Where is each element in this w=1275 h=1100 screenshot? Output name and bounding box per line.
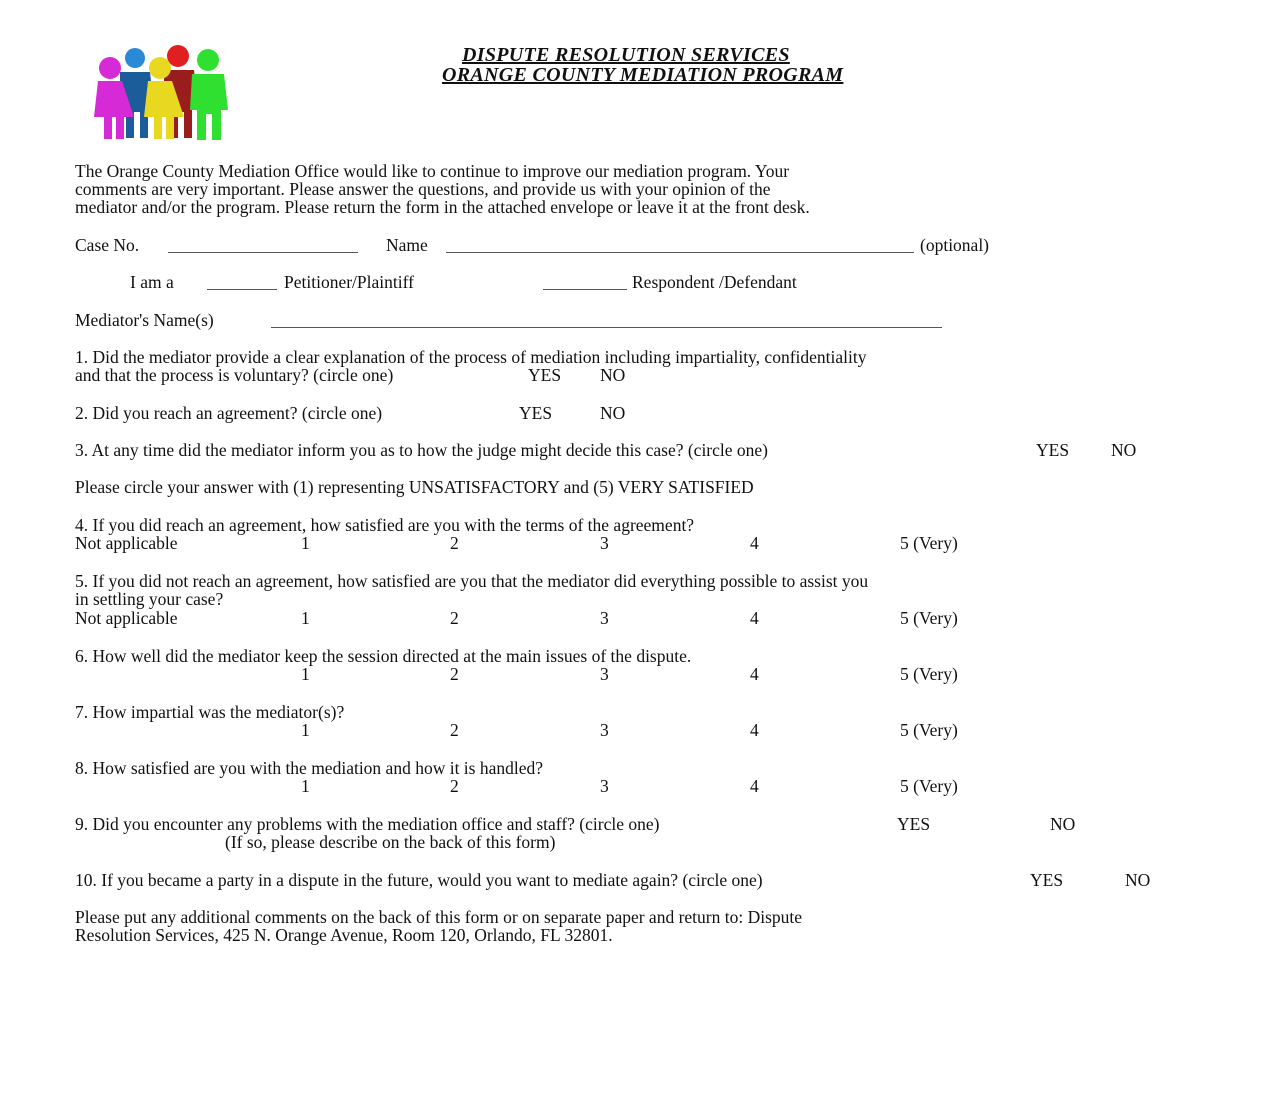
q5-not-applicable-option[interactable]: Not applicable [75, 608, 178, 628]
question-9-note: (If so, please describe on the back of this form) [225, 832, 556, 852]
respondent-checkbox-blank[interactable] [543, 275, 627, 290]
q5-rating-2[interactable]: 2 [450, 608, 459, 628]
q1-no-option[interactable]: NO [600, 365, 626, 385]
q3-yes-option[interactable]: YES [1036, 440, 1070, 460]
i-am-a-label: I am a [130, 272, 174, 292]
question-1-line-2: and that the process is voluntary? (circle one) [75, 365, 394, 385]
q5-rating-4[interactable]: 4 [750, 608, 759, 628]
question-3: 3. At any time did the mediator inform you as to how the judge might decide this case? (circle one) [75, 440, 769, 460]
q8-rating-5[interactable]: 5 (Very) [900, 776, 958, 796]
q9-yes-option[interactable]: YES [897, 814, 931, 834]
title-line-2: ORANGE COUNTY MEDIATION PROGRAM [442, 64, 844, 86]
q2-no-option[interactable]: NO [600, 403, 626, 423]
case-no-field[interactable] [168, 238, 358, 253]
q5-rating-5[interactable]: 5 (Very) [900, 608, 958, 628]
q7-rating-1[interactable]: 1 [301, 720, 310, 740]
q6-rating-4[interactable]: 4 [750, 664, 759, 684]
q10-no-option[interactable]: NO [1125, 870, 1151, 890]
q7-rating-3[interactable]: 3 [600, 720, 609, 740]
q4-rating-5[interactable]: 5 (Very) [900, 533, 958, 553]
q4-rating-4[interactable]: 4 [750, 533, 759, 553]
question-10: 10. If you became a party in a dispute in the future, would you want to mediate again? (circle one) [75, 870, 763, 890]
q1-yes-option[interactable]: YES [528, 365, 562, 385]
name-optional-note: (optional) [920, 235, 990, 255]
question-5-line-1: 5. If you did not reach an agreement, how satisfied are you that the mediator did everything possible to assist you [75, 571, 869, 591]
q5-rating-1[interactable]: 1 [301, 608, 310, 628]
q8-rating-2[interactable]: 2 [450, 776, 459, 796]
q4-rating-2[interactable]: 2 [450, 533, 459, 553]
q7-rating-2[interactable]: 2 [450, 720, 459, 740]
question-8: 8. How satisfied are you with the mediation and how it is handled? [75, 758, 544, 778]
question-9: 9. Did you encounter any problems with the mediation office and staff? (circle one) [75, 814, 660, 834]
name-field[interactable] [446, 238, 914, 253]
q5-rating-3[interactable]: 3 [600, 608, 609, 628]
mediator-name-field[interactable] [271, 313, 942, 328]
q6-rating-3[interactable]: 3 [600, 664, 609, 684]
people-group-icon [80, 44, 234, 142]
question-7: 7. How impartial was the mediator(s)? [75, 702, 345, 722]
q7-rating-5[interactable]: 5 (Very) [900, 720, 958, 740]
footer-line-2: Resolution Services, 425 N. Orange Avenue, Room 120, Orlando, FL 32801. [75, 925, 613, 945]
question-5-line-2: in settling your case? [75, 589, 224, 609]
intro-line-3: mediator and/or the program. Please return the form in the attached envelope or leave it at the front desk. [75, 197, 810, 217]
petitioner-checkbox-blank[interactable] [207, 275, 277, 290]
question-1-line-1: 1. Did the mediator provide a clear explanation of the process of mediation including impartiality, confidentiality [75, 347, 867, 367]
mediator-name-label: Mediator's Name(s) [75, 310, 214, 330]
question-6: 6. How well did the mediator keep the session directed at the main issues of the dispute. [75, 646, 692, 666]
scale-instructions: Please circle your answer with (1) representing UNSATISFACTORY and (5) VERY SATISFIED [75, 477, 754, 497]
intro-line-2: comments are very important. Please answer the questions, and provide us with your opinion of the [75, 179, 771, 199]
q4-rating-1[interactable]: 1 [301, 533, 310, 553]
q8-rating-4[interactable]: 4 [750, 776, 759, 796]
respondent-label: Respondent /Defendant [632, 272, 797, 292]
footer-line-1: Please put any additional comments on the back of this form or on separate paper and return to: Dispute [75, 907, 803, 927]
q3-no-option[interactable]: NO [1111, 440, 1137, 460]
q6-rating-1[interactable]: 1 [301, 664, 310, 684]
name-label: Name [386, 235, 428, 255]
petitioner-label: Petitioner/Plaintiff [284, 272, 414, 292]
q2-yes-option[interactable]: YES [519, 403, 553, 423]
q7-rating-4[interactable]: 4 [750, 720, 759, 740]
intro-line-1: The Orange County Mediation Office would like to continue to improve our mediation program. Your [75, 161, 790, 181]
q8-rating-1[interactable]: 1 [301, 776, 310, 796]
case-no-label: Case No. [75, 235, 140, 255]
title-line-1: DISPUTE RESOLUTION SERVICES [462, 44, 790, 66]
q9-no-option[interactable]: NO [1050, 814, 1076, 834]
q4-not-applicable-option[interactable]: Not applicable [75, 533, 178, 553]
q4-rating-3[interactable]: 3 [600, 533, 609, 553]
question-4: 4. If you did reach an agreement, how satisfied are you with the terms of the agreement? [75, 515, 695, 535]
q8-rating-3[interactable]: 3 [600, 776, 609, 796]
question-2: 2. Did you reach an agreement? (circle one) [75, 403, 383, 423]
q10-yes-option[interactable]: YES [1030, 870, 1064, 890]
q6-rating-2[interactable]: 2 [450, 664, 459, 684]
q6-rating-5[interactable]: 5 (Very) [900, 664, 958, 684]
